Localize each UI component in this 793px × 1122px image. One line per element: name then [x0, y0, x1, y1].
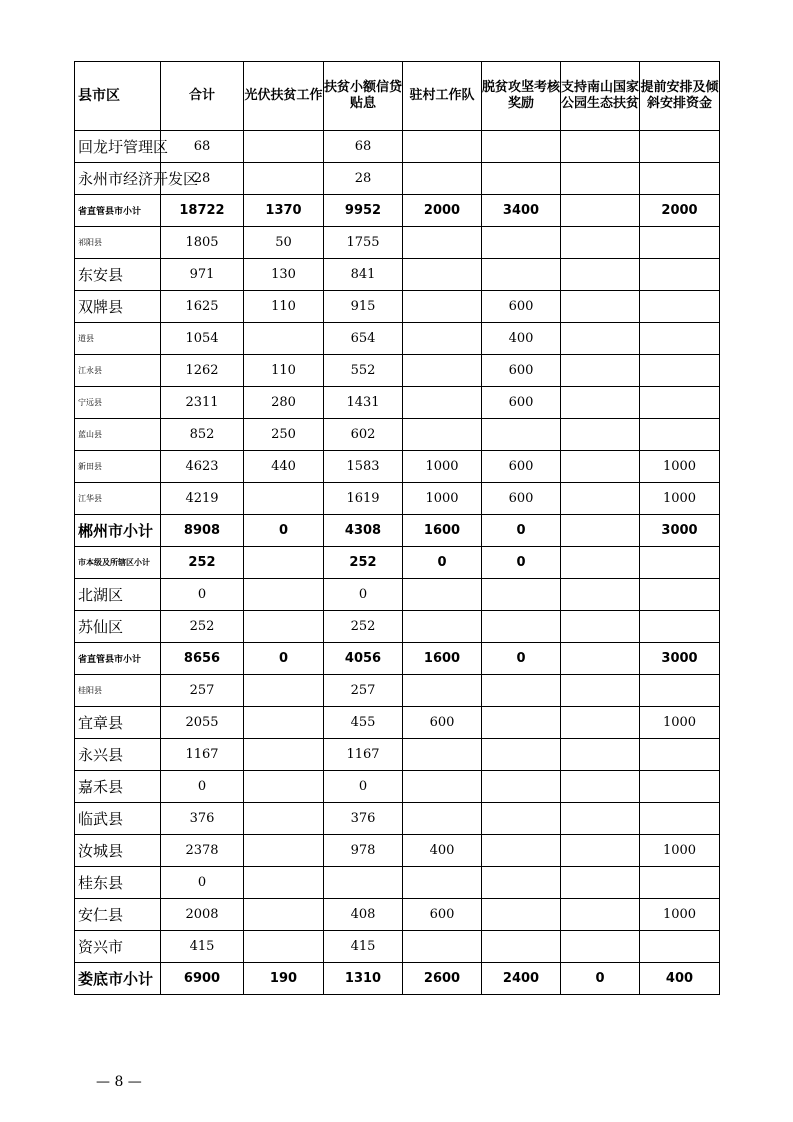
cell-value [482, 163, 561, 195]
row-name: 道县 [75, 323, 161, 355]
cell-value [561, 323, 640, 355]
row-name: 宜章县 [75, 707, 161, 739]
row-name: 省直管县市小计 [75, 195, 161, 227]
cell-value: 28 [161, 163, 244, 195]
row-name: 江永县 [75, 355, 161, 387]
cell-value [561, 387, 640, 419]
cell-value: 3000 [640, 643, 720, 675]
cell-value: 415 [161, 931, 244, 963]
cell-value [244, 131, 324, 163]
cell-value: 18722 [161, 195, 244, 227]
cell-value: 257 [324, 675, 403, 707]
cell-value: 0 [324, 579, 403, 611]
cell-value [640, 131, 720, 163]
cell-value [403, 355, 482, 387]
table-row [75, 163, 720, 195]
cell-value: 2000 [403, 195, 482, 227]
table-row [75, 323, 720, 355]
funding-table [74, 61, 720, 995]
cell-value [244, 867, 324, 899]
cell-value [561, 931, 640, 963]
cell-value [244, 835, 324, 867]
cell-value: 0 [244, 515, 324, 547]
header-county: 县市区 [75, 62, 161, 131]
cell-value: 600 [482, 483, 561, 515]
row-name: 省直管县市小计 [75, 643, 161, 675]
header-nanshan-park: 支持南山国家公园生态扶贫 [561, 62, 640, 131]
cell-value: 0 [561, 963, 640, 995]
cell-value [482, 931, 561, 963]
cell-value: 602 [324, 419, 403, 451]
cell-value: 376 [161, 803, 244, 835]
cell-value [403, 867, 482, 899]
cell-value [640, 259, 720, 291]
cell-value: 978 [324, 835, 403, 867]
cell-value [640, 803, 720, 835]
row-name: 苏仙区 [75, 611, 161, 643]
cell-value: 400 [640, 963, 720, 995]
row-name: 市本级及所辖区小计 [75, 547, 161, 579]
cell-value [640, 579, 720, 611]
row-name: 桂阳县 [75, 675, 161, 707]
cell-value: 1000 [640, 899, 720, 931]
cell-value [640, 227, 720, 259]
row-name: 蓝山县 [75, 419, 161, 451]
cell-value: 2000 [640, 195, 720, 227]
cell-value: 2378 [161, 835, 244, 867]
cell-value [561, 419, 640, 451]
cell-value: 1000 [640, 451, 720, 483]
cell-value: 0 [161, 579, 244, 611]
cell-value: 400 [482, 323, 561, 355]
cell-value [640, 739, 720, 771]
cell-value: 8656 [161, 643, 244, 675]
table-row [75, 611, 720, 643]
cell-value [561, 643, 640, 675]
cell-value [561, 291, 640, 323]
cell-value: 0 [482, 515, 561, 547]
cell-value [482, 419, 561, 451]
cell-value: 440 [244, 451, 324, 483]
table-row [75, 803, 720, 835]
cell-value: 1167 [161, 739, 244, 771]
cell-value [244, 931, 324, 963]
cell-value [244, 611, 324, 643]
cell-value [244, 707, 324, 739]
table-row [75, 643, 720, 675]
row-name: 资兴市 [75, 931, 161, 963]
cell-value [482, 771, 561, 803]
cell-value [561, 355, 640, 387]
header-microcredit: 扶贫小额信贷贴息 [324, 62, 403, 131]
cell-value: 1583 [324, 451, 403, 483]
row-name: 永兴县 [75, 739, 161, 771]
cell-value [403, 131, 482, 163]
table-row [75, 931, 720, 963]
table-row [75, 739, 720, 771]
cell-value: 1600 [403, 643, 482, 675]
table-row [75, 835, 720, 867]
cell-value: 3000 [640, 515, 720, 547]
cell-value [640, 867, 720, 899]
cell-value [403, 771, 482, 803]
cell-value: 68 [324, 131, 403, 163]
cell-value [561, 867, 640, 899]
table-row [75, 355, 720, 387]
cell-value: 1000 [640, 707, 720, 739]
cell-value: 415 [324, 931, 403, 963]
cell-value: 1310 [324, 963, 403, 995]
header-row [75, 62, 720, 131]
cell-value: 4219 [161, 483, 244, 515]
cell-value: 28 [324, 163, 403, 195]
cell-value [640, 323, 720, 355]
row-name: 郴州市小计 [75, 515, 161, 547]
cell-value: 2400 [482, 963, 561, 995]
cell-value [561, 739, 640, 771]
cell-value [561, 515, 640, 547]
cell-value [244, 675, 324, 707]
table-row [75, 291, 720, 323]
cell-value: 1000 [403, 451, 482, 483]
cell-value [244, 579, 324, 611]
cell-value [561, 483, 640, 515]
cell-value: 4056 [324, 643, 403, 675]
cell-value: 9952 [324, 195, 403, 227]
cell-value [403, 323, 482, 355]
cell-value [403, 803, 482, 835]
cell-value [561, 675, 640, 707]
row-name: 娄底市小计 [75, 963, 161, 995]
cell-value [403, 163, 482, 195]
cell-value: 852 [161, 419, 244, 451]
cell-value: 252 [161, 547, 244, 579]
cell-value: 600 [482, 387, 561, 419]
cell-value [403, 227, 482, 259]
cell-value: 0 [324, 771, 403, 803]
row-name: 宁远县 [75, 387, 161, 419]
cell-value: 600 [482, 451, 561, 483]
header-assessment-reward: 脱贫攻坚考核奖励 [482, 62, 561, 131]
cell-value: 600 [403, 899, 482, 931]
cell-value [403, 291, 482, 323]
cell-value: 1600 [403, 515, 482, 547]
cell-value: 2055 [161, 707, 244, 739]
cell-value [640, 419, 720, 451]
cell-value [403, 419, 482, 451]
cell-value [482, 899, 561, 931]
row-name: 嘉禾县 [75, 771, 161, 803]
cell-value: 400 [403, 835, 482, 867]
cell-value: 841 [324, 259, 403, 291]
cell-value [482, 227, 561, 259]
cell-value: 6900 [161, 963, 244, 995]
cell-value: 1262 [161, 355, 244, 387]
table-row [75, 547, 720, 579]
cell-value [640, 291, 720, 323]
cell-value [640, 387, 720, 419]
cell-value: 0 [482, 547, 561, 579]
cell-value: 110 [244, 355, 324, 387]
cell-value: 68 [161, 131, 244, 163]
table-row [75, 771, 720, 803]
header-solar: 光伏扶贫工作 [244, 62, 324, 131]
cell-value: 1805 [161, 227, 244, 259]
cell-value: 1755 [324, 227, 403, 259]
cell-value [244, 483, 324, 515]
cell-value: 1625 [161, 291, 244, 323]
cell-value [482, 835, 561, 867]
table-row [75, 867, 720, 899]
cell-value [403, 259, 482, 291]
cell-value: 252 [324, 611, 403, 643]
cell-value [640, 355, 720, 387]
table-row [75, 131, 720, 163]
table-row [75, 387, 720, 419]
cell-value [561, 163, 640, 195]
cell-value [561, 611, 640, 643]
cell-value [403, 739, 482, 771]
table-row [75, 259, 720, 291]
table-row [75, 579, 720, 611]
header-village-team: 驻村工作队 [403, 62, 482, 131]
cell-value: 1000 [403, 483, 482, 515]
table-row [75, 195, 720, 227]
cell-value [561, 451, 640, 483]
cell-value: 0 [482, 643, 561, 675]
cell-value: 1431 [324, 387, 403, 419]
row-name: 新田县 [75, 451, 161, 483]
cell-value: 455 [324, 707, 403, 739]
cell-value [561, 579, 640, 611]
page-number: — 8 — [96, 1074, 142, 1090]
cell-value: 1619 [324, 483, 403, 515]
cell-value [482, 675, 561, 707]
cell-value: 1000 [640, 835, 720, 867]
cell-value: 408 [324, 899, 403, 931]
cell-value [561, 227, 640, 259]
row-name: 北湖区 [75, 579, 161, 611]
cell-value: 190 [244, 963, 324, 995]
row-name: 回龙圩管理区 [75, 131, 161, 163]
cell-value [482, 611, 561, 643]
row-name: 永州市经济开发区 [75, 163, 161, 195]
cell-value: 3400 [482, 195, 561, 227]
cell-value [482, 259, 561, 291]
cell-value: 1370 [244, 195, 324, 227]
cell-value: 971 [161, 259, 244, 291]
cell-value [244, 739, 324, 771]
cell-value: 257 [161, 675, 244, 707]
cell-value [561, 803, 640, 835]
cell-value [403, 675, 482, 707]
cell-value: 252 [161, 611, 244, 643]
cell-value: 600 [403, 707, 482, 739]
cell-value [640, 611, 720, 643]
row-name: 临武县 [75, 803, 161, 835]
table-row [75, 483, 720, 515]
cell-value [482, 739, 561, 771]
cell-value: 8908 [161, 515, 244, 547]
header-advance-funds: 提前安排及倾斜安排资金 [640, 62, 720, 131]
cell-value [561, 899, 640, 931]
cell-value [561, 547, 640, 579]
cell-value [561, 259, 640, 291]
cell-value: 915 [324, 291, 403, 323]
cell-value [324, 867, 403, 899]
cell-value [640, 771, 720, 803]
cell-value: 250 [244, 419, 324, 451]
row-name: 祁阳县 [75, 227, 161, 259]
table-row [75, 963, 720, 995]
cell-value [640, 163, 720, 195]
cell-value [244, 163, 324, 195]
table-row [75, 707, 720, 739]
cell-value [403, 611, 482, 643]
cell-value: 2008 [161, 899, 244, 931]
cell-value [244, 323, 324, 355]
cell-value [244, 771, 324, 803]
table-row [75, 899, 720, 931]
table-row [75, 227, 720, 259]
cell-value [482, 867, 561, 899]
cell-value: 552 [324, 355, 403, 387]
cell-value: 2600 [403, 963, 482, 995]
cell-value [561, 835, 640, 867]
cell-value: 50 [244, 227, 324, 259]
cell-value [561, 195, 640, 227]
cell-value [482, 803, 561, 835]
cell-value [482, 707, 561, 739]
cell-value: 654 [324, 323, 403, 355]
cell-value [561, 131, 640, 163]
cell-value [482, 131, 561, 163]
cell-value: 1167 [324, 739, 403, 771]
row-name: 安仁县 [75, 899, 161, 931]
cell-value: 0 [403, 547, 482, 579]
cell-value: 376 [324, 803, 403, 835]
cell-value [640, 675, 720, 707]
row-name: 桂东县 [75, 867, 161, 899]
cell-value: 1054 [161, 323, 244, 355]
cell-value [403, 579, 482, 611]
cell-value: 0 [161, 867, 244, 899]
row-name: 江华县 [75, 483, 161, 515]
cell-value [561, 707, 640, 739]
cell-value: 600 [482, 291, 561, 323]
row-name: 双牌县 [75, 291, 161, 323]
table-row [75, 675, 720, 707]
cell-value: 2311 [161, 387, 244, 419]
cell-value [561, 771, 640, 803]
table-row [75, 515, 720, 547]
cell-value [640, 547, 720, 579]
cell-value [403, 387, 482, 419]
cell-value [640, 931, 720, 963]
row-name: 汝城县 [75, 835, 161, 867]
cell-value: 130 [244, 259, 324, 291]
cell-value: 110 [244, 291, 324, 323]
cell-value [244, 899, 324, 931]
row-name: 东安县 [75, 259, 161, 291]
cell-value [482, 579, 561, 611]
header-total: 合计 [161, 62, 244, 131]
cell-value [244, 803, 324, 835]
cell-value: 600 [482, 355, 561, 387]
cell-value: 0 [161, 771, 244, 803]
table-row [75, 419, 720, 451]
cell-value [244, 547, 324, 579]
cell-value: 4308 [324, 515, 403, 547]
cell-value: 1000 [640, 483, 720, 515]
cell-value: 4623 [161, 451, 244, 483]
cell-value: 0 [244, 643, 324, 675]
cell-value [403, 931, 482, 963]
table-row [75, 451, 720, 483]
cell-value: 252 [324, 547, 403, 579]
cell-value: 280 [244, 387, 324, 419]
